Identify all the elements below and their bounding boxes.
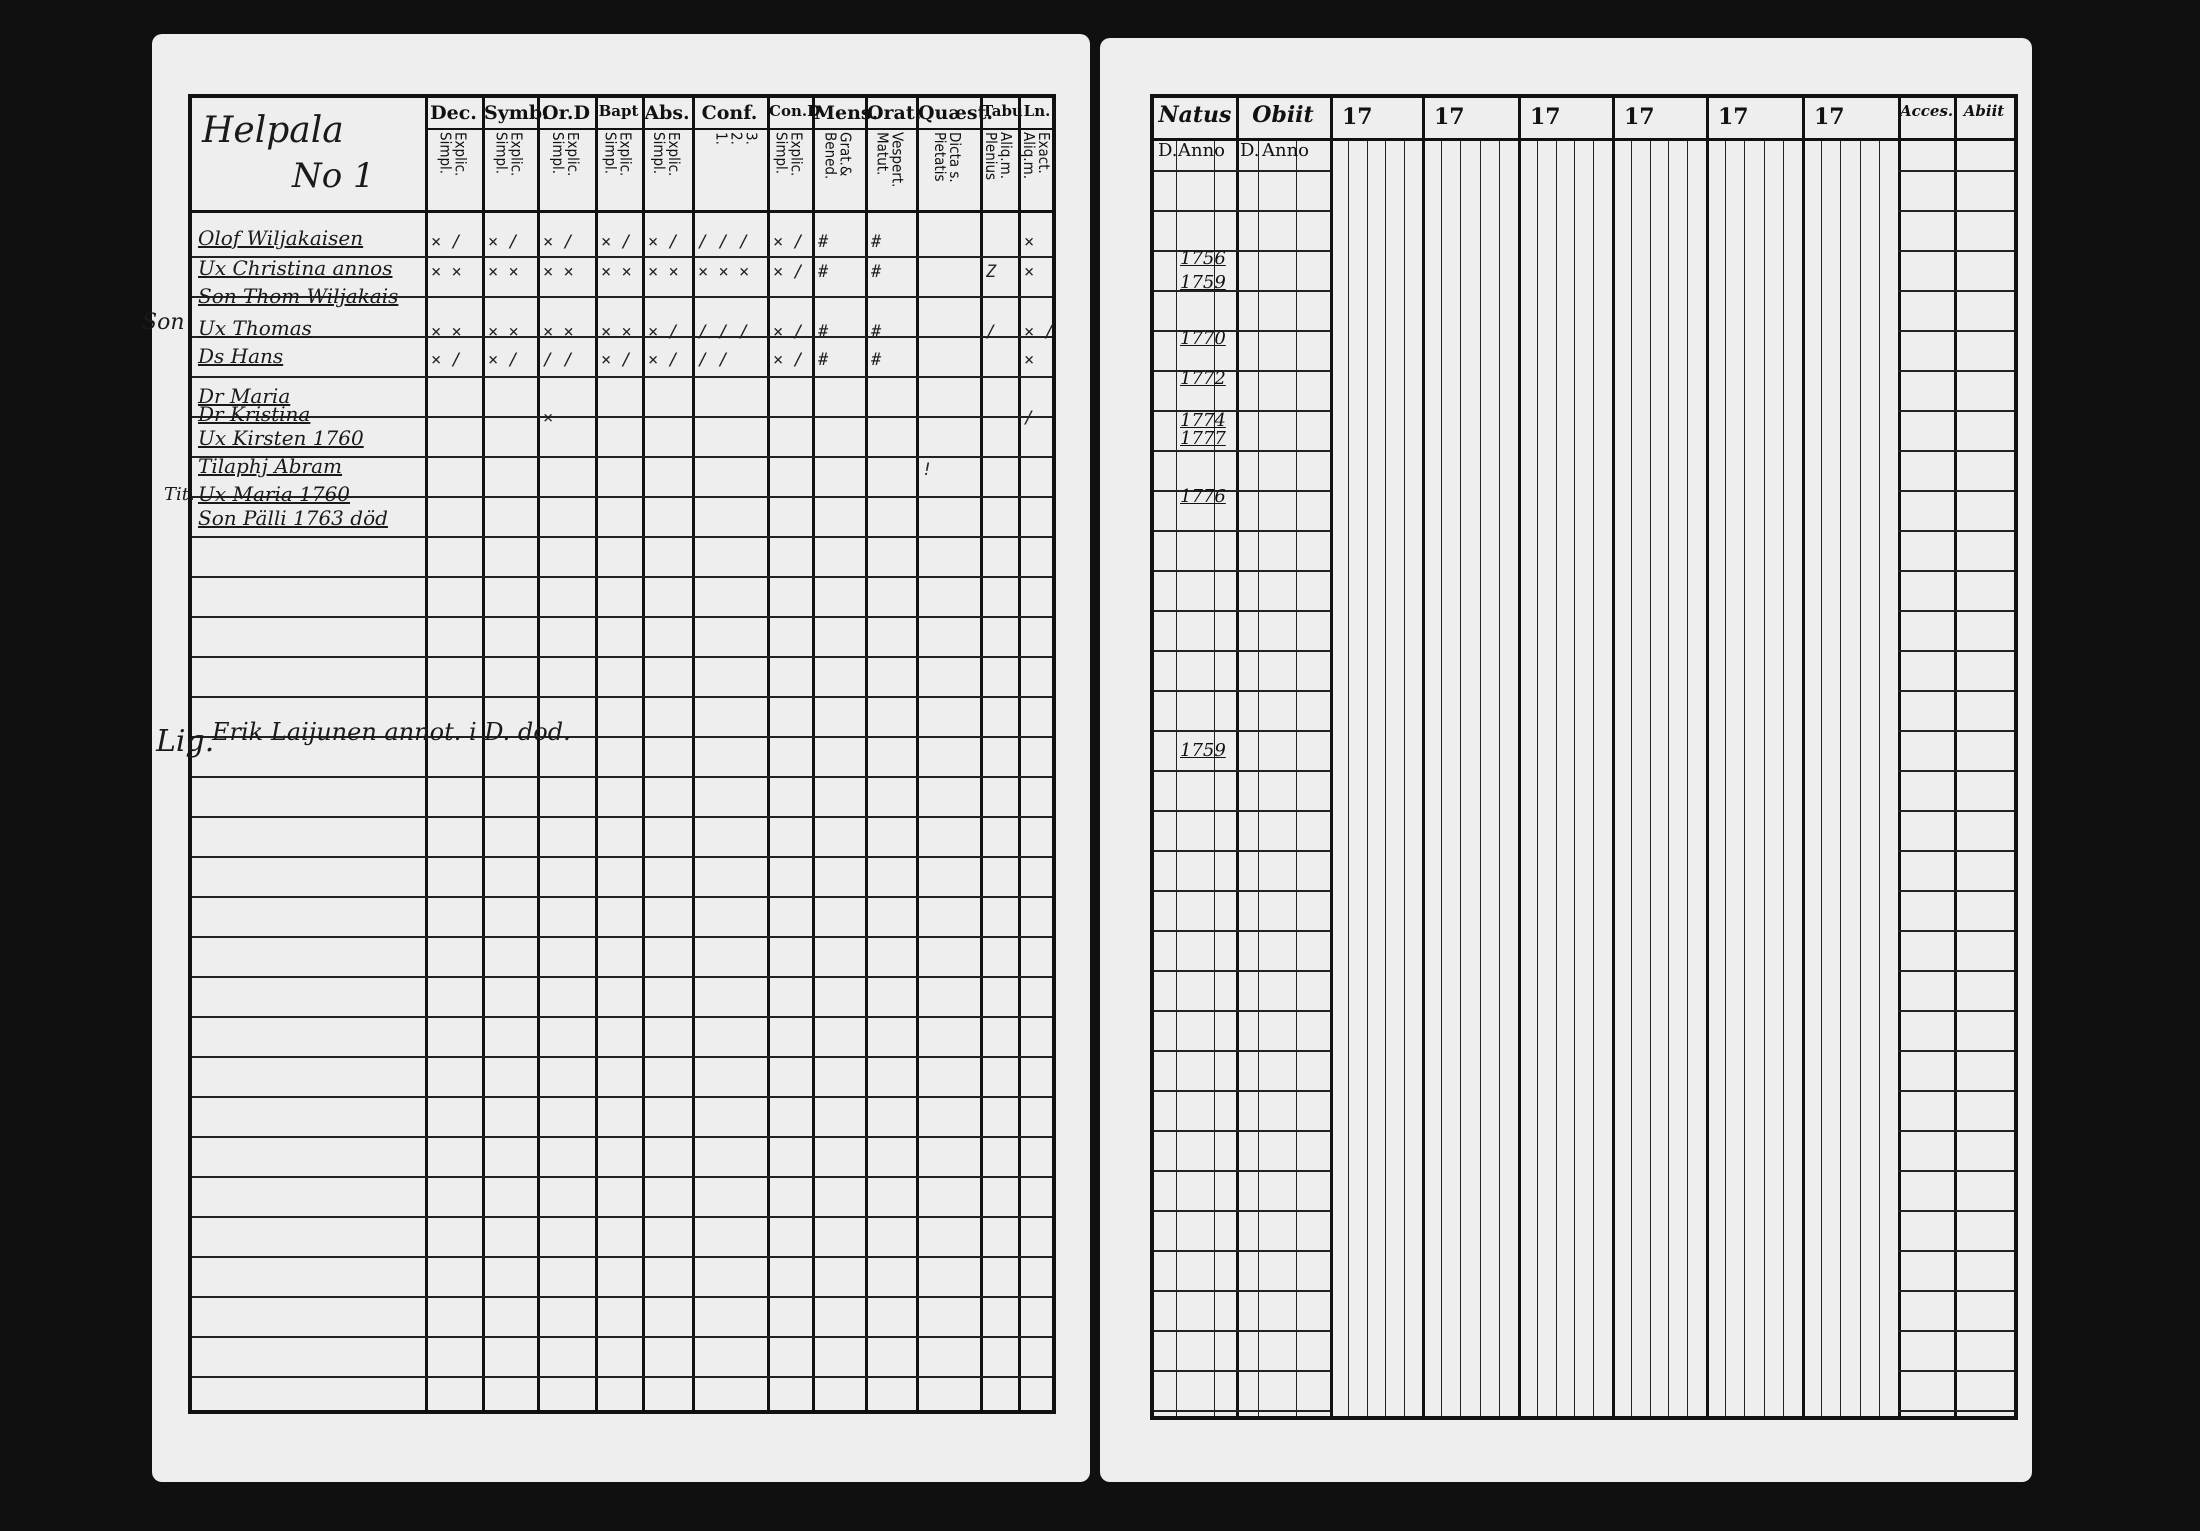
row-rule — [1898, 1210, 2014, 1212]
entry-mark: × / — [773, 322, 804, 342]
column-header: Ln. — [1023, 102, 1051, 120]
entry-name: Ux Thomas — [198, 316, 312, 340]
row-rule — [1898, 170, 2014, 172]
row-rule — [192, 1176, 1052, 1178]
column-rule — [1860, 138, 1861, 1416]
column-rule — [1404, 138, 1405, 1416]
row-rule — [1898, 810, 2014, 812]
column-rule — [537, 98, 540, 1410]
column-subheader: Grat.& Bened. — [821, 132, 855, 180]
column-subheader: Explic. Simpl. — [436, 132, 470, 177]
entry-mark: × — [1024, 232, 1035, 252]
row-rule — [192, 536, 1052, 538]
column-subheader: Dicta s. Pietatis — [931, 132, 964, 183]
row-rule — [1898, 930, 2014, 932]
row-rule — [1154, 930, 1330, 932]
column-header: Tabu — [982, 102, 1023, 120]
row-rule — [1898, 610, 2014, 612]
column-header: 17 — [1530, 104, 1561, 130]
column-rule — [1593, 138, 1594, 1416]
column-rule — [1537, 138, 1538, 1416]
column-subheader: Anno — [1262, 140, 1310, 161]
column-header: 17 — [1342, 104, 1373, 130]
entry-mark: # — [871, 232, 882, 252]
entry-mark: ! — [922, 460, 933, 480]
entry-name: Ux Christina annos — [198, 256, 393, 280]
row-rule — [192, 1216, 1052, 1218]
row-rule — [192, 616, 1052, 618]
margin-note: Son — [142, 310, 185, 335]
entry-mark: × / — [543, 232, 574, 252]
entry-mark: × / — [773, 262, 804, 282]
row-rule — [1898, 690, 2014, 692]
entry-name: Dr Kristina — [198, 402, 311, 426]
entry-mark: / — [1024, 408, 1035, 428]
column-rule — [1840, 138, 1841, 1416]
column-header: Or.D — [542, 102, 590, 124]
birth-year: 1777 — [1180, 428, 1226, 449]
column-rule — [1018, 98, 1021, 1410]
bottom-entry: Erik Laijunen annot. i D. dod. — [212, 718, 571, 746]
entry-mark: × — [1024, 262, 1035, 282]
column-subheader: Explic. Simpl. — [601, 132, 635, 177]
entry-mark: × / — [648, 322, 679, 342]
row-rule — [1898, 1410, 2014, 1412]
entry-mark: # — [818, 350, 829, 370]
column-subheader: D. — [1158, 140, 1178, 161]
column-rule — [692, 98, 695, 1410]
row-rule — [192, 1296, 1052, 1298]
column-subheader: D. — [1240, 140, 1260, 161]
row-rule — [1154, 570, 1330, 572]
column-rule — [865, 98, 868, 1410]
column-rule — [1668, 138, 1669, 1416]
row-rule — [1154, 890, 1330, 892]
column-rule — [1236, 98, 1239, 1416]
row-rule — [1154, 730, 1330, 732]
row-rule — [1898, 970, 2014, 972]
row-rule — [192, 576, 1052, 578]
entry-mark: × × — [543, 322, 574, 342]
column-rule — [1330, 98, 1333, 1416]
row-rule — [192, 1376, 1052, 1378]
row-rule — [1154, 1130, 1330, 1132]
row-rule — [192, 856, 1052, 858]
column-header: Quæst. — [918, 102, 993, 124]
column-rule — [916, 98, 919, 1410]
row-rule — [1154, 1410, 1330, 1412]
entry-name: Ux Maria 1760 — [198, 482, 351, 506]
entry-name: Ds Hans — [198, 344, 284, 368]
row-rule — [1898, 530, 2014, 532]
column-header: Con.D — [769, 102, 821, 120]
row-rule — [1898, 1250, 2014, 1252]
header-rule — [192, 210, 1052, 213]
row-rule — [1154, 1330, 1330, 1332]
row-rule — [1154, 650, 1330, 652]
birth-year: 1759 — [1180, 740, 1226, 761]
column-rule — [1744, 138, 1745, 1416]
row-rule — [192, 656, 1052, 658]
column-header: Conf. — [701, 102, 758, 124]
row-rule — [1154, 1370, 1330, 1372]
entry-mark: × / — [773, 232, 804, 252]
column-header: Abiit — [1963, 102, 2005, 120]
row-rule — [1898, 650, 2014, 652]
birth-year: 1770 — [1180, 328, 1226, 349]
entry-mark: # — [871, 262, 882, 282]
row-rule — [1154, 810, 1330, 812]
row-rule — [1154, 1170, 1330, 1172]
entry-mark: × — [543, 408, 554, 428]
column-rule — [1480, 138, 1481, 1416]
entry-mark: / / — [543, 350, 574, 370]
row-rule — [1898, 850, 2014, 852]
row-rule — [1898, 450, 2014, 452]
entry-mark: / / / — [698, 322, 750, 342]
column-rule — [1650, 138, 1651, 1416]
row-rule — [1898, 1090, 2014, 1092]
left-page — [142, 34, 1090, 1482]
column-rule — [1348, 138, 1349, 1416]
row-rule — [192, 1096, 1052, 1098]
column-rule — [1460, 138, 1461, 1416]
row-rule — [1898, 770, 2014, 772]
entry-mark: × / — [648, 232, 679, 252]
column-rule — [1764, 138, 1765, 1416]
column-rule — [812, 98, 815, 1410]
row-rule — [1154, 770, 1330, 772]
column-rule — [1631, 138, 1632, 1416]
entry-mark: × / — [488, 350, 519, 370]
row-rule — [1898, 330, 2014, 332]
column-rule — [1954, 98, 1957, 1416]
column-rule — [1612, 98, 1615, 1416]
row-rule — [1154, 1210, 1330, 1212]
row-rule — [192, 1016, 1052, 1018]
column-rule — [1898, 98, 1901, 1416]
column-rule — [1725, 138, 1726, 1416]
row-rule — [192, 416, 1052, 418]
column-header: 17 — [1434, 104, 1465, 130]
entry-mark: # — [818, 262, 829, 282]
column-rule — [642, 98, 645, 1410]
row-rule — [1898, 290, 2014, 292]
column-rule — [1687, 138, 1688, 1416]
column-rule — [425, 98, 428, 1410]
column-subheader: Explic. Simpl. — [549, 132, 582, 177]
column-header: Symb. — [484, 102, 549, 124]
row-rule — [1154, 450, 1330, 452]
column-rule — [1518, 98, 1521, 1416]
row-rule — [1898, 1050, 2014, 1052]
entry-mark: × / — [431, 232, 462, 252]
row-rule — [1898, 730, 2014, 732]
entry-mark: × × — [431, 262, 462, 282]
entry-mark: / / — [698, 350, 729, 370]
column-header: 17 — [1718, 104, 1749, 130]
entry-mark: / / / — [698, 232, 750, 252]
row-rule — [192, 1336, 1052, 1338]
row-rule — [1898, 210, 2014, 212]
column-subheader: Anno — [1178, 140, 1226, 161]
entry-name: Tilaphj Abram — [198, 454, 342, 478]
entry-name: Olof Wiljakaisen — [198, 226, 364, 250]
row-rule — [1898, 250, 2014, 252]
column-subheader: 3. 2. 1. — [712, 132, 761, 145]
farm-name: Helpala — [202, 110, 344, 151]
column-header: Acces. — [1900, 102, 1954, 120]
row-rule — [192, 936, 1052, 938]
farm-number: No 1 — [292, 156, 375, 196]
right-ledger-table — [1150, 94, 2018, 1420]
column-rule — [1802, 98, 1805, 1416]
column-subheader: Aliq.m. Plenius — [982, 132, 1015, 181]
column-subheader: Vespert. Matut. — [873, 132, 907, 188]
birth-year: 1774 — [1180, 410, 1226, 431]
entry-name: Dr Maria — [198, 384, 291, 408]
entry-mark: / — [986, 322, 997, 342]
row-rule — [1898, 1370, 2014, 1372]
column-rule — [767, 98, 770, 1410]
entry-mark: × × — [648, 262, 679, 282]
entry-mark: × × — [601, 262, 632, 282]
entry-mark: × / — [648, 350, 679, 370]
row-rule — [1154, 690, 1330, 692]
column-subheader: Explic. Simpl. — [492, 132, 526, 177]
row-rule — [1154, 610, 1330, 612]
column-header: Bapt — [598, 102, 639, 120]
row-rule — [1154, 970, 1330, 972]
row-rule — [1898, 1330, 2014, 1332]
entry-mark: # — [818, 322, 829, 342]
column-subheader: Exact. Aliq.m. — [1020, 132, 1053, 180]
row-rule — [192, 696, 1052, 698]
birth-year: 1756 — [1180, 248, 1226, 269]
entry-mark: × × × — [698, 262, 750, 282]
column-subheader: Explic. Simpl. — [650, 132, 683, 177]
column-rule — [1783, 138, 1784, 1416]
row-rule — [1154, 1250, 1330, 1252]
entry-mark: × / — [431, 350, 462, 370]
column-header: Orat. — [867, 102, 922, 124]
entry-mark: × / — [773, 350, 804, 370]
row-rule — [192, 776, 1052, 778]
row-rule — [1898, 570, 2014, 572]
column-header: Dec. — [430, 102, 477, 124]
entry-mark: # — [818, 232, 829, 252]
row-rule — [1898, 1010, 2014, 1012]
entry-name: Son Thom Wiljakais — [198, 284, 399, 308]
birth-year: 1772 — [1180, 368, 1226, 389]
column-rule — [1706, 98, 1709, 1416]
entry-mark: × / — [1024, 322, 1055, 342]
margin-note: Lig. — [156, 724, 215, 759]
row-rule — [1154, 850, 1330, 852]
column-rule — [595, 98, 598, 1410]
column-subheader: Explic. Simpl. — [772, 132, 806, 177]
row-rule — [1898, 490, 2014, 492]
row-rule — [1898, 1130, 2014, 1132]
column-rule — [1385, 138, 1386, 1416]
column-rule — [1441, 138, 1442, 1416]
row-rule — [1154, 1290, 1330, 1292]
entry-name: Son Pälli 1763 död — [198, 506, 388, 530]
column-rule — [1556, 138, 1557, 1416]
row-rule — [1154, 1050, 1330, 1052]
column-rule — [1422, 98, 1425, 1416]
row-rule — [1154, 1010, 1330, 1012]
row-rule — [1898, 890, 2014, 892]
column-header: Obiit — [1252, 102, 1314, 128]
column-rule — [1879, 138, 1880, 1416]
column-header: Natus — [1158, 102, 1232, 128]
column-header: Abs. — [644, 102, 690, 124]
entry-mark: × / — [601, 350, 632, 370]
row-rule — [1898, 410, 2014, 412]
header-subrule — [425, 128, 1052, 130]
margin-note: Tit. — [164, 484, 195, 505]
entry-mark: # — [871, 322, 882, 342]
entry-mark: # — [871, 350, 882, 370]
row-rule — [192, 1056, 1052, 1058]
row-rule — [192, 816, 1052, 818]
row-rule — [1154, 1090, 1330, 1092]
entry-mark: × / — [488, 232, 519, 252]
row-rule — [192, 976, 1052, 978]
left-ledger-table — [188, 94, 1056, 1414]
row-rule — [1898, 370, 2014, 372]
birth-year: 1759 — [1180, 272, 1226, 293]
entry-mark: × × — [431, 322, 462, 342]
right-page — [1100, 38, 2032, 1482]
column-header: 17 — [1814, 104, 1845, 130]
column-header: 17 — [1624, 104, 1655, 130]
column-rule — [1574, 138, 1575, 1416]
entry-mark: × / — [601, 232, 632, 252]
column-rule — [482, 98, 485, 1410]
row-rule — [192, 1256, 1052, 1258]
column-rule — [980, 98, 983, 1410]
entry-mark: × — [1024, 350, 1035, 370]
entry-mark: × × — [601, 322, 632, 342]
column-rule — [1367, 138, 1368, 1416]
row-rule — [1154, 210, 1330, 212]
entry-mark: × × — [488, 262, 519, 282]
column-rule — [1499, 138, 1500, 1416]
column-header: Mens. — [814, 102, 879, 124]
column-rule — [1821, 138, 1822, 1416]
row-rule — [192, 1136, 1052, 1138]
row-rule — [192, 376, 1052, 378]
row-rule — [1154, 530, 1330, 532]
entry-mark: × × — [488, 322, 519, 342]
birth-year: 1776 — [1180, 486, 1226, 507]
row-rule — [1898, 1290, 2014, 1292]
entry-mark: × × — [543, 262, 574, 282]
row-rule — [192, 896, 1052, 898]
row-rule — [1154, 170, 1330, 172]
row-rule — [1898, 1170, 2014, 1172]
entry-name: Ux Kirsten 1760 — [198, 426, 364, 450]
entry-mark: Z — [986, 262, 997, 282]
